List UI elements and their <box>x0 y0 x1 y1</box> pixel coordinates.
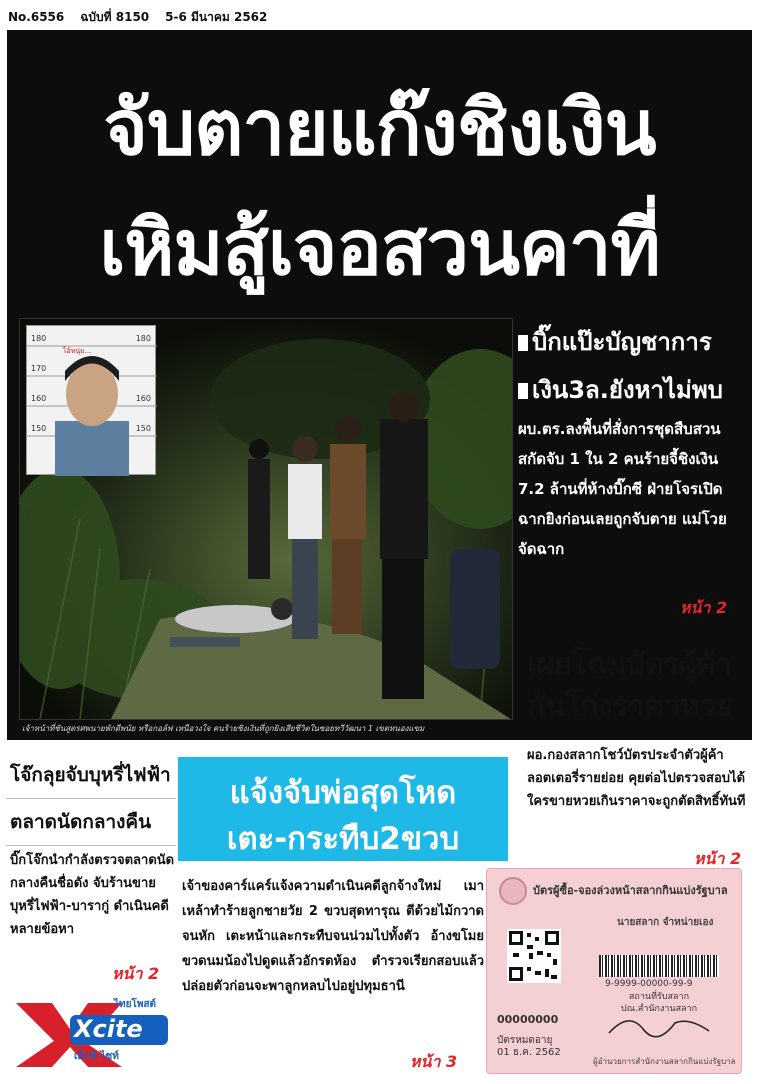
main-headline-line-2: เหิมสู้เจอสวนคาที่ <box>99 203 660 292</box>
lottery-page-ref[interactable]: หน้า 2 <box>694 849 742 868</box>
vape-story-headline <box>6 752 176 846</box>
vape-headline-line-1: โจ๊กลุยจับบุหรี่ไฟฟ้า <box>6 752 176 799</box>
government-seal-icon <box>499 877 527 905</box>
vape-headline-line-2: ตลาดนัดกลางคืน <box>6 799 176 846</box>
ruler-mark-left: 160 <box>31 394 47 403</box>
ruler-mark-right: 150 <box>135 424 151 433</box>
main-headline-line-1: จับตายแก๊งชิงเงิน <box>103 83 656 172</box>
pickup-line-1: สถานที่รับสลาก <box>628 992 690 1002</box>
lottery-summary: ผอ.กองสลากโชว์บัตรประจำตัวผู้ค้าลอตเตอรี่รายย่อย คุยต่อไปตรวจสอบได้ใครขายหวยเกินราคาจะถูกตัดสิทธิ์ทันที <box>527 748 746 809</box>
ruler-mark-left: 150 <box>31 424 47 433</box>
barcode-icon <box>599 955 719 977</box>
qr-code-graphic <box>507 929 561 983</box>
card-expiry <box>497 1035 561 1059</box>
lead-page-ref[interactable]: หน้า 2 <box>680 598 728 617</box>
ruler-mark-right: 180 <box>135 334 151 343</box>
xcite-sub: เอ็กซ์-ไซท์ <box>74 1051 119 1062</box>
child-abuse-page-ref[interactable]: หน้า 3 <box>410 1052 458 1071</box>
issue-date: 5-6 มีนาคม 2562 <box>165 9 268 24</box>
issue-number: No.6556 <box>8 10 65 24</box>
expiry-date: 01 ธ.ค. 2562 <box>497 1047 561 1058</box>
lead-story-summary: ผบ.ตร.ลงพื้นที่สั่งการชุดสืบสวนสกัดจับ 1 ใน 2 คนร้ายจี้ชิงเงิน 7.2 ล้านที่ห้างบิ๊กซี ฝ่ายโจรเปิดฉากยิงก่อนเลยถูกจับตาย แม่โวยจัดฉาก <box>518 420 727 558</box>
ruler-mark-left: 170 <box>31 364 47 373</box>
child-abuse-headline-line-2: เตะ-กระทืบ2ขวบ <box>226 821 460 857</box>
card-issuer: ผู้อำนวยการสำนักงานสลากกินแบ่งรัฐบาล <box>593 1057 736 1066</box>
bullet-square-icon <box>518 383 528 399</box>
subheadline-2-text: เงิน3ล.ยังหาไม่พบ <box>532 376 723 404</box>
edition-number: ฉบับที่ 8150 <box>80 9 150 24</box>
xcite-wordmark: Xcite <box>74 1015 143 1043</box>
child-abuse-headline-line-1: แจ้งจับพ่อสุดโหด <box>229 775 457 811</box>
card-number: 9-9999-00000-99-9 <box>605 979 693 989</box>
lottery-headline-line-2: กันโก่งราคาหวย <box>527 689 733 724</box>
xcite-logo <box>10 985 170 1069</box>
ruler-mark-right: 160 <box>135 394 151 403</box>
suspect-mugshot <box>26 325 156 475</box>
ruler-mark-left: 180 <box>31 334 47 343</box>
mugshot-label: ไอ้หนุ่ม... <box>63 347 92 355</box>
signature-icon <box>599 1005 719 1045</box>
lottery-headline <box>527 644 752 728</box>
card-id-zeros: 00000000 <box>497 1013 559 1026</box>
card-title: บัตรผู้ซื้อ-จองล่วงหน้าสลากกินแบ่งรัฐบาล <box>533 884 728 897</box>
vape-story-summary: บิ๊กโจ๊กนำกำลังตรวจตลาดนัดกลางคืนชื่อดัง จับร้านขายบุหรี่ไฟฟ้า-บารากู่ ดำเนินคดีหลายข้อหา <box>10 853 175 937</box>
masthead <box>8 6 267 28</box>
pickup-line-2: ปณ.สำนักงานสลาก <box>620 1004 698 1014</box>
subheadline-1-text: บิ๊กแป๊ะบัญชาการ <box>532 328 712 356</box>
xcite-tag: ไทยโพสต์ <box>114 999 157 1010</box>
photo-caption: เจ้าหน้าที่ชันสูตรศพนายพักดีพนัย หรือกอล์ฟ เหนือวงใจ คนร้ายชิงเงินที่ถูกยิงเสียชีวิตในซอยทวีวัฒนา 1 เขตหนองแขม <box>22 724 425 733</box>
expiry-label: บัตรหมดอายุ <box>497 1035 553 1046</box>
child-abuse-headline-banner <box>178 757 508 861</box>
child-abuse-summary: เจ้าของคาร์แคร์แจ้งความดำเนินคดีลูกจ้างใหม่ เมาเหล้าทำร้ายลูกชายวัย 2 ขวบสุดทารุณ ตีด้วยไม้กวาดจนหัก เตะหน้าและกระทืบจนน่วมไปทั้งตัว อ้างขโมยขวดนมน้องไปดูดแล้วอักรดห้อง ตำรวจเรียกสอบแล้วปล่อยตัวก่อนจะพาลูกหลบไปอยู่ปทุมธานี <box>182 879 484 994</box>
vape-page-ref[interactable]: หน้า 2 <box>112 964 160 983</box>
subheadline-1 <box>518 322 712 361</box>
bullet-square-icon <box>518 335 528 351</box>
subheadline-2 <box>518 370 723 409</box>
lead-photo <box>19 318 513 720</box>
lottery-headline-line-1: เผยโฉมบัตรผู้ค้า <box>527 647 732 682</box>
lottery-vendor-card <box>486 868 742 1074</box>
card-heading: นายสลาก จำหน่ายเอง <box>617 917 714 928</box>
qr-code-icon <box>507 929 561 983</box>
